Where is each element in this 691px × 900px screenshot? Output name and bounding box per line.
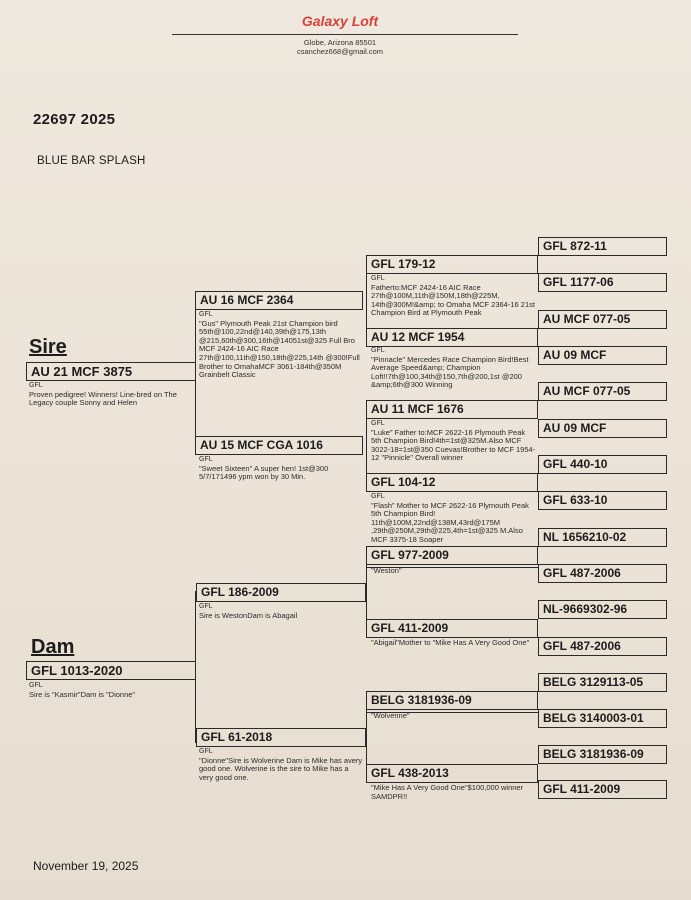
connector-ss (366, 264, 367, 337)
ssd-note (371, 347, 537, 400)
dam-sire-note (199, 603, 364, 623)
connector-ds (366, 555, 367, 628)
bird-registration: 22697 2025 (33, 111, 116, 128)
sss-band: GFL 179-12 (366, 255, 538, 274)
sds-owner: GFL (371, 420, 385, 427)
dsd-band: GFL 411-2009 (366, 619, 538, 638)
connector-sd (366, 409, 367, 482)
dam-heading: Dam (31, 636, 75, 658)
sdd-note-text: "Flash" Mother to MCF 2622-16 Plymouth Peak 5th Champion Bird! 11th@100M,22nd@138M,43rd@175M ,29th@250M,29th@225,4th=1st@325 M.Also MCF 3375-18 Soaper (371, 500, 529, 544)
ddd-band: GFL 438-2013 (366, 764, 538, 783)
sss-note-text: Fatherto:MCF 2424-16 AIC Race 27th@100M,11th@150M,18th@225M, 14th@300M!&amp; to Omaha MCF 2364-16 21st Champion Bird at Plymouth Peak (371, 282, 535, 318)
gen4-bird-7: GFL 440-10 (538, 455, 667, 474)
sire-note-text: Proven pedigree! Winners! Line-bred on The Legacy couple Sonny and Helen (29, 389, 177, 408)
gen4-bird-10: GFL 487-2006 (538, 564, 667, 583)
print-date: November 19, 2025 (33, 859, 139, 873)
sire-connector (195, 300, 196, 454)
sire-band: AU 21 MCF 3875 (26, 362, 196, 381)
gen4-bird-16: GFL 411-2009 (538, 780, 667, 799)
sire-heading: Sire (29, 336, 67, 358)
sds-band: AU 11 MCF 1676 (366, 400, 538, 419)
ssd-band: AU 12 MCF 1954 (366, 328, 538, 347)
sds-note-text: "Luke" Father to:MCF 2622-16 Plymouth Peak 5th Champion Bird!4th=1st@325M.Also MCF 3022-18=1st@350 Cuevas!Brother to MCF 1954-12 "Pinnicle" Overall winner (371, 427, 536, 463)
header-rule (172, 34, 518, 35)
dam-dam-note-text: "Dionne"Sire is Wolverine Dam is Mike has avery good one. Wolverine is the sire to Mike has a very good one. (199, 755, 363, 782)
dam-band: GFL 1013-2020 (26, 661, 196, 680)
sire-dam-note (199, 456, 359, 496)
gen4-bird-11: NL-9669302-96 (538, 600, 667, 619)
gen4-bird-8: GFL 633-10 (538, 491, 667, 510)
connector-dd (366, 700, 367, 773)
gen4-bird-13: BELG 3129113-05 (538, 673, 667, 692)
dds-band: BELG 3181936-09 (366, 691, 538, 710)
gen4-bird-1: GFL 872-11 (538, 237, 667, 256)
dds-note: "Wolverine" (371, 712, 410, 720)
sire-sire-owner: GFL (199, 311, 213, 318)
dam-dam-note (199, 748, 364, 788)
dss-band: GFL 977-2009 (366, 546, 538, 565)
dam-connector (195, 591, 196, 743)
dsd-note: "Abigail"Mother to "Mike Has A Very Good One" (371, 639, 530, 647)
gen4-bird-14: BELG 3140003-01 (538, 709, 667, 728)
loft-email[interactable]: csanchez668@gmail.com (297, 47, 383, 56)
gen4-bird-15: BELG 3181936-09 (538, 745, 667, 764)
dss-note: "Weston" (371, 567, 402, 575)
dam-sire-owner: GFL (199, 603, 213, 610)
gen4-bird-9: NL 1656210-02 (538, 528, 667, 547)
gen4-bird-6: AU 09 MCF (538, 419, 667, 438)
gen4-bird-4: AU 09 MCF (538, 346, 667, 365)
dam-dam-band: GFL 61-2018 (196, 728, 366, 747)
sire-dam-owner: GFL (199, 456, 213, 463)
sire-dam-note-text: "Sweet Sixteen" A super hen! 1st@300 5/7/171496 ypm won by 30 Min. (199, 463, 329, 482)
gen4-bird-12: GFL 487-2006 (538, 637, 667, 656)
dam-note-text: Sire is "Kasmir"Dam is "Dionne" (29, 689, 136, 699)
sire-owner: GFL (29, 382, 43, 389)
dam-sire-note-text: Sire is WestonDam is Abagail (199, 610, 298, 620)
ssd-owner: GFL (371, 347, 385, 354)
sire-sire-band: AU 16 MCF 2364 (195, 291, 363, 310)
sire-sire-note (199, 311, 361, 399)
gen4-bird-3: AU MCF 077-05 (538, 310, 667, 329)
gen4-bird-2: GFL 1177-06 (538, 273, 667, 292)
sss-note (371, 275, 537, 328)
dam-sire-band: GFL 186-2009 (196, 583, 366, 602)
dam-dam-owner: GFL (199, 748, 213, 755)
loft-location: Globe, Arizona 85501 (303, 38, 377, 47)
ssd-note-text: "Pinnacle" Mercedes Race Champion Bird!Best Average Speed&amp; Champion Loft!!7th@100,34th@150,7th@200,1st @200 &amp;6th@300 Winning (371, 354, 529, 390)
gen4-bird-5: AU MCF 077-05 (538, 382, 667, 401)
ddd-note: "Mike Has A Very Good One"$100,000 winner SAMDPR!! (371, 784, 524, 801)
sdd-owner: GFL (371, 493, 385, 500)
sire-dam-band: AU 15 MCF CGA 1016 (195, 436, 363, 455)
sire-sire-note-text: "Gus" Plymouth Peak 21st Champion bird 55th@100,22nd@140,39th@175,13th @215,60th@300,16th@14051st@325 Full Bro MCF 2424-16 AIC Race 27th@100,11th@150,18th@225,14th @300!Full Brother to OmahaMCF 3061-184th@350M Grainbelt Classic (199, 318, 360, 380)
sds-note (371, 420, 537, 473)
sire-note (29, 382, 189, 422)
loft-name: Galaxy Loft (301, 13, 379, 29)
sdd-note (371, 493, 537, 546)
dam-owner: GFL (29, 682, 43, 689)
bird-color: BLUE BAR SPLASH (37, 155, 146, 167)
sss-owner: GFL (371, 275, 385, 282)
sdd-band: GFL 104-12 (366, 473, 538, 492)
dam-note (29, 682, 194, 704)
